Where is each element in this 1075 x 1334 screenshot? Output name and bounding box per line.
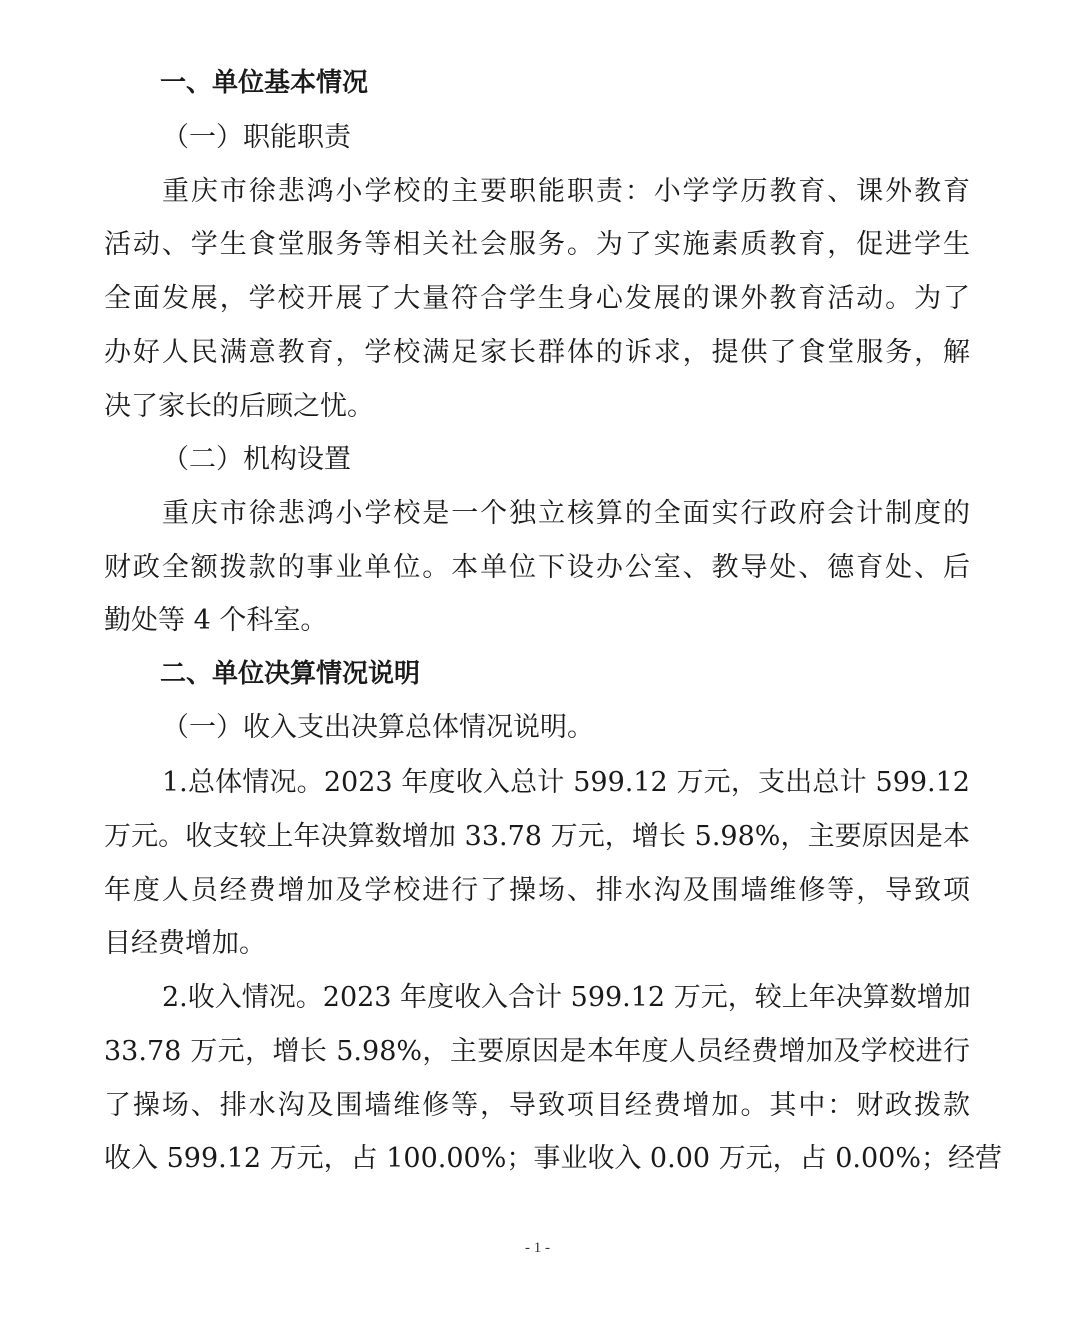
paragraph-line: 财政全额拨款的事业单位。本单位下设办公室、教导处、德育处、后 (104, 552, 970, 583)
page-number: - 1 - (525, 1240, 550, 1256)
paragraph-line: 重庆市徐悲鸿小学校的主要职能职责：小学学历教育、课外教育 (162, 176, 970, 207)
subsection-heading-summary: （一）收入支出决算总体情况说明。 (162, 712, 594, 743)
paragraph-line: 2.收入情况。2023 年度收入合计 599.12 万元，较上年决算数增加 (162, 982, 971, 1013)
paragraph-line: 重庆市徐悲鸿小学校是一个独立核算的全面实行政府会计制度的 (162, 498, 970, 529)
section-heading-2: 二、单位决算情况说明 (160, 659, 421, 689)
paragraph-line: 万元。收支较上年决算数增加 33.78 万元，增长 5.98%，主要原因是本 (104, 821, 970, 852)
paragraph-line: 决了家长的后顾之忧。 (104, 391, 374, 422)
paragraph-line: 活动、学生食堂服务等相关社会服务。为了实施素质教育，促进学生 (104, 229, 970, 260)
paragraph-line: 目经费增加。 (104, 928, 266, 959)
paragraph-line: 勤处等 4 个科室。 (104, 605, 328, 636)
paragraph-line: 年度人员经费增加及学校进行了操场、排水沟及围墙维修等，导致项 (104, 875, 970, 906)
paragraph-line: 了操场、排水沟及围墙维修等，导致项目经费增加。其中：财政拨款 (104, 1090, 970, 1121)
subsection-heading-duties: （一）职能职责 (162, 122, 351, 153)
paragraph-line: 收入 599.12 万元，占 100.00%；事业收入 0.00 万元，占 0.00%；经营 (104, 1143, 1002, 1174)
section-heading-1: 一、单位基本情况 (160, 68, 369, 98)
paragraph-line: 办好人民满意教育，学校满足家长群体的诉求，提供了食堂服务，解 (104, 337, 970, 368)
paragraph-line: 全面发展，学校开展了大量符合学生身心发展的课外教育活动。为了 (104, 283, 970, 314)
paragraph-line: 1.总体情况。2023 年度收入总计 599.12 万元，支出总计 599.12 (162, 767, 970, 798)
paragraph-line: 33.78 万元，增长 5.98%，主要原因是本年度人员经费增加及学校进行 (104, 1036, 970, 1067)
subsection-heading-organization: （二）机构设置 (162, 444, 351, 475)
